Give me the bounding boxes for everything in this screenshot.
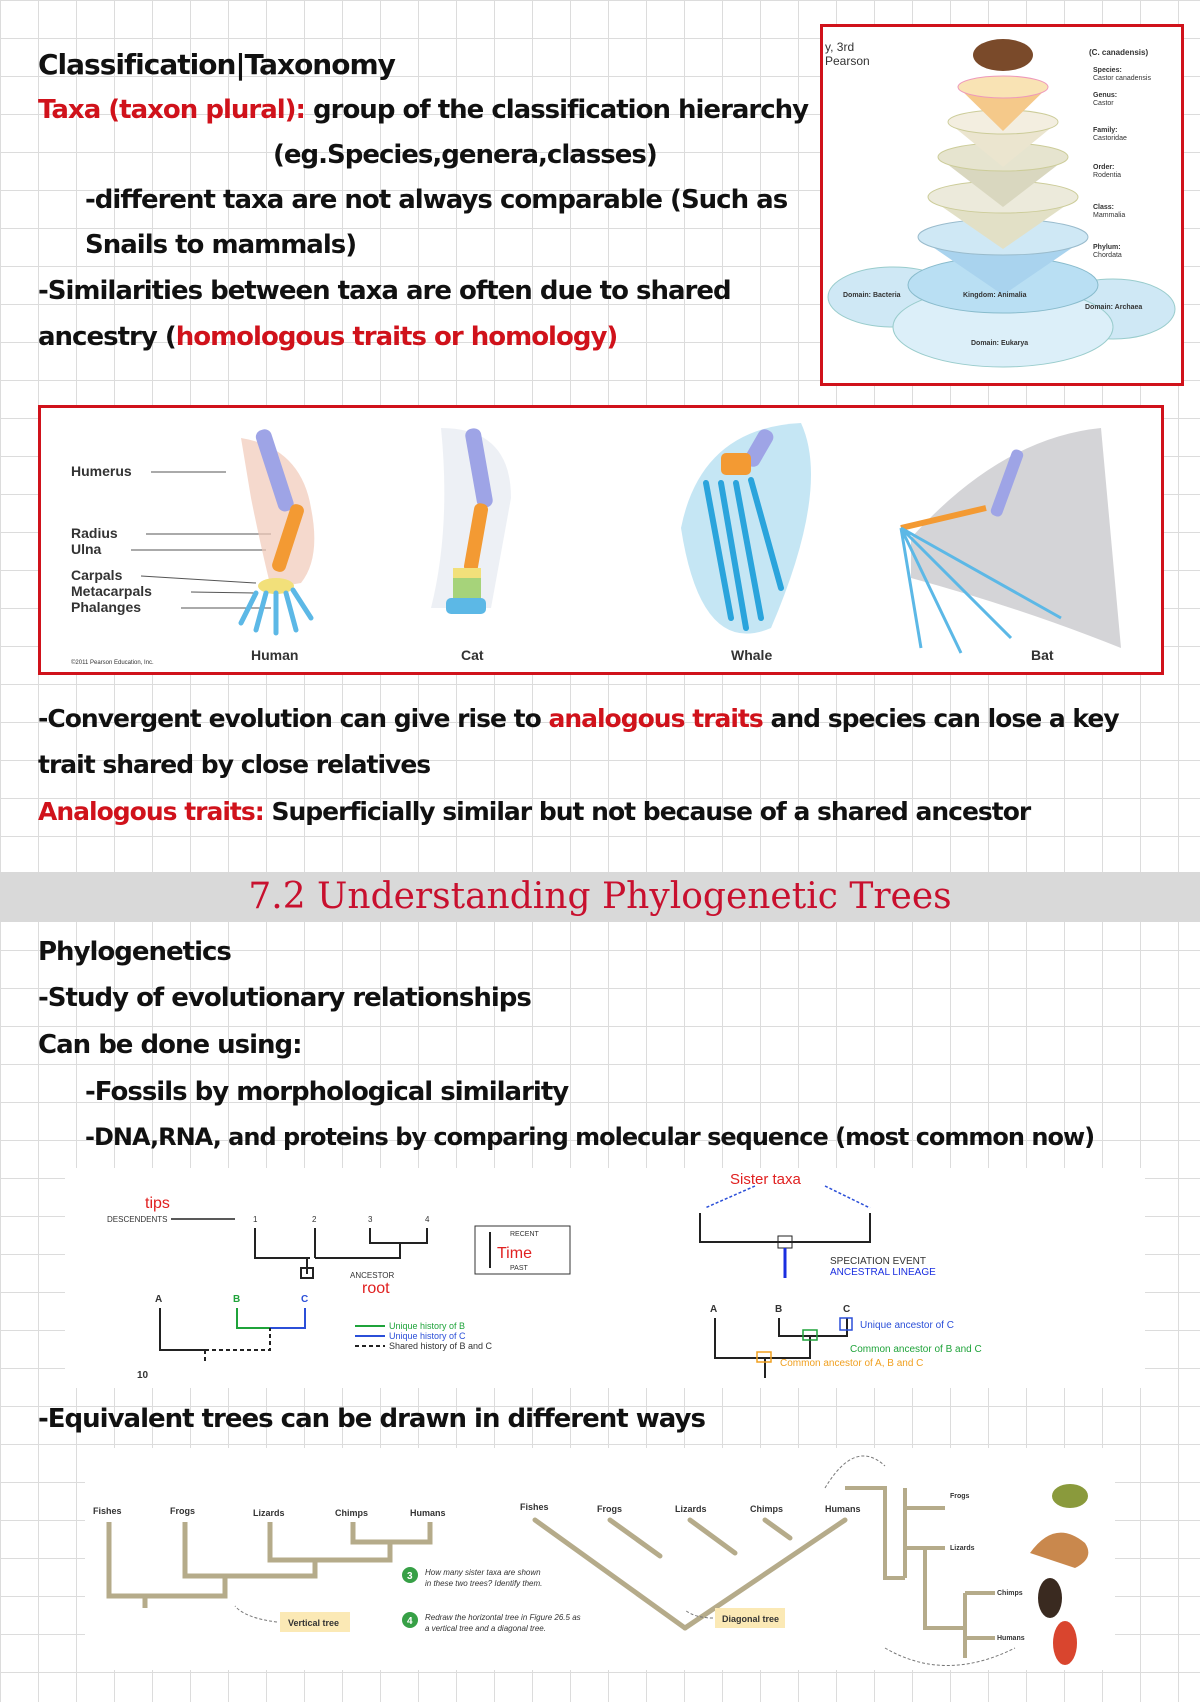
convergent-line-2: trait shared by close relatives bbox=[38, 750, 431, 779]
rank-label: Order: bbox=[1093, 164, 1115, 171]
equivalent-trees-note: -Equivalent trees can be drawn in different ways bbox=[38, 1404, 705, 1434]
tips-label: tips bbox=[145, 1195, 170, 1212]
rank-name: Mammalia bbox=[1093, 212, 1126, 219]
similarity-prefix: ancestry ( bbox=[38, 322, 176, 352]
rank-name: Castoridae bbox=[1093, 135, 1127, 142]
convergent-line-1 bbox=[38, 704, 1119, 734]
domain-archaea-label: Domain: Archaea bbox=[1085, 304, 1143, 311]
taxon-label: Fishes bbox=[93, 1506, 122, 1516]
domain-bacteria-label: Domain: Bacteria bbox=[843, 292, 901, 299]
taxa-line bbox=[38, 95, 808, 126]
taxon-label: Chimps bbox=[997, 1590, 1023, 1597]
horizontal-tree-lines bbox=[845, 1488, 995, 1658]
lineage-a bbox=[160, 1308, 205, 1350]
analogous-term: Analogous traits: bbox=[38, 797, 264, 826]
vertical-tree-taxa bbox=[93, 1506, 446, 1518]
bone-label: Ulna bbox=[71, 541, 102, 557]
question-3-line-2: in these two trees? Identify them. bbox=[425, 1579, 543, 1588]
diagonal-tree-taxa bbox=[520, 1502, 861, 1514]
diagonal-tree-lines bbox=[535, 1520, 845, 1628]
bone-label: Carpals bbox=[71, 567, 123, 583]
abc-labels-right bbox=[710, 1304, 850, 1315]
abc-label: C bbox=[301, 1294, 309, 1305]
taxon-label: Humans bbox=[825, 1504, 861, 1514]
taxa-note-2: Snails to mammals) bbox=[85, 230, 357, 260]
vertical-tree-label: Vertical tree bbox=[288, 1618, 340, 1628]
bone-label: Humerus bbox=[71, 463, 132, 479]
vertical-tree-lines bbox=[109, 1522, 430, 1608]
taxa-note-1: -different taxa are not always comparable (Such as bbox=[85, 185, 788, 215]
common-ancestor-abc-label: Common ancestor of A, B and C bbox=[780, 1358, 924, 1369]
phylo-line-2: Can be done using: bbox=[38, 1030, 302, 1060]
frog-image bbox=[1052, 1484, 1088, 1508]
sister-taxa-label: Sister taxa bbox=[730, 1171, 801, 1188]
diagonal-tree-label: Diagonal tree bbox=[722, 1614, 780, 1624]
analogous-traits-inline: analogous traits bbox=[548, 704, 763, 733]
horizontal-tree-top-curve bbox=[825, 1456, 885, 1488]
question-4-line-2: a vertical tree and a diagonal tree. bbox=[425, 1624, 546, 1633]
rank-name: Chordata bbox=[1093, 252, 1122, 259]
taxon-label: Frogs bbox=[170, 1506, 196, 1516]
bone-label: Metacarpals bbox=[71, 583, 152, 599]
human-image bbox=[1053, 1621, 1077, 1665]
taxonomy-corner-text-1: y, 3rd bbox=[825, 40, 855, 54]
question-3-number: 3 bbox=[407, 1571, 413, 1582]
abc-labels-left bbox=[155, 1294, 308, 1305]
convergent-text-c: and species can lose a key bbox=[762, 704, 1119, 733]
bat-wing bbox=[901, 428, 1121, 653]
legend-c: Unique history of C bbox=[389, 1331, 466, 1341]
taxonomy-figure bbox=[820, 24, 1184, 386]
question-4-line-1: Redraw the horizontal tree in Figure 26.5 as bbox=[425, 1613, 581, 1622]
kingdom-label: Kingdom: Animalia bbox=[963, 292, 1027, 299]
rank-labels bbox=[1093, 67, 1151, 259]
tree-anatomy-figure bbox=[65, 1168, 1145, 1388]
genus-disc bbox=[958, 76, 1048, 98]
animal-name-cat: Cat bbox=[461, 647, 484, 663]
tip-numbers bbox=[253, 1215, 430, 1224]
domain-eukarya-label: Domain: Eukarya bbox=[971, 340, 1029, 347]
heading-classification: Classification|Taxonomy bbox=[38, 48, 395, 81]
horizontal-tree-taxa bbox=[950, 1493, 1025, 1642]
equivalent-trees-figure bbox=[85, 1448, 1115, 1670]
cat-leg bbox=[431, 427, 511, 614]
label-leader-lines bbox=[131, 472, 271, 608]
section-title: 7.2 Understanding Phylogenetic Trees bbox=[248, 876, 952, 917]
analogous-definition: Superficially similar but not because of a shared ancestor bbox=[263, 797, 1031, 826]
lizard-image bbox=[1030, 1533, 1088, 1568]
root-label: root bbox=[362, 1280, 390, 1297]
bone-label: Phalanges bbox=[71, 599, 142, 615]
rank-label: Class: bbox=[1093, 204, 1115, 211]
time-label: Time bbox=[497, 1245, 532, 1262]
bone-labels bbox=[71, 463, 152, 615]
legend-b: Unique history of B bbox=[389, 1321, 466, 1331]
rank-label: Phylum: bbox=[1093, 244, 1121, 251]
bone-label: Radius bbox=[71, 525, 118, 541]
taxa-term: Taxa (taxon plural): bbox=[38, 95, 305, 125]
abc-label: A bbox=[155, 1294, 163, 1305]
abc-label: A bbox=[710, 1304, 718, 1315]
animal-names bbox=[251, 647, 1054, 663]
tree-anatomy-svg bbox=[65, 1168, 1145, 1388]
speciation-event-label: SPECIATION EVENT bbox=[830, 1256, 926, 1267]
taxon-label: Humans bbox=[410, 1508, 446, 1518]
page-number: 10 bbox=[137, 1370, 149, 1381]
human-arm bbox=[241, 427, 314, 633]
taxon-label: Frogs bbox=[950, 1493, 970, 1500]
lineage-c bbox=[270, 1308, 305, 1328]
similarity-line-2 bbox=[38, 322, 617, 353]
sister-taxa-tree bbox=[700, 1213, 870, 1242]
taxon-label: Frogs bbox=[597, 1504, 623, 1514]
ancestors-tree-lines bbox=[715, 1318, 847, 1378]
whale-flipper bbox=[681, 423, 811, 634]
lineage-b bbox=[237, 1308, 270, 1328]
taxonomy-corner-text-2: Pearson bbox=[825, 54, 870, 68]
tip-number: 4 bbox=[425, 1215, 430, 1224]
tip-number: 3 bbox=[368, 1215, 373, 1224]
taxon-label: Lizards bbox=[253, 1508, 285, 1518]
tip-number: 1 bbox=[253, 1215, 258, 1224]
taxa-definition: group of the classification hierarchy bbox=[313, 95, 809, 125]
rank-label: Family: bbox=[1093, 127, 1118, 134]
phylogenetics-heading: Phylogenetics bbox=[38, 937, 231, 967]
animal-name-human: Human bbox=[251, 647, 299, 663]
taxa-examples: (eg.Species,genera,classes) bbox=[273, 140, 657, 170]
taxonomy-pyramid-svg bbox=[823, 27, 1181, 383]
limb-svg bbox=[41, 408, 1161, 672]
rank-name: Castor bbox=[1093, 100, 1114, 107]
abc-label: C bbox=[843, 1304, 851, 1315]
taxon-label: Lizards bbox=[675, 1504, 707, 1514]
descendents-label: DESCENDENTS bbox=[107, 1215, 168, 1224]
homology-limb-figure bbox=[38, 405, 1164, 675]
question-4-number: 4 bbox=[407, 1616, 413, 1627]
homologous-term: homologous traits or homology) bbox=[175, 322, 618, 352]
taxon-label: Lizards bbox=[950, 1545, 975, 1552]
rank-label: Species: bbox=[1093, 67, 1122, 74]
taxon-label: Chimps bbox=[750, 1504, 784, 1514]
rank-name: Castor canadensis bbox=[1093, 75, 1151, 82]
abc-label: B bbox=[233, 1294, 241, 1305]
similarity-line-1: -Similarities between taxa are often due to shared bbox=[38, 276, 731, 306]
convergent-text-a: -Convergent evolution can give rise to bbox=[38, 704, 549, 733]
beaver-image bbox=[973, 39, 1033, 71]
shared-history bbox=[205, 1328, 270, 1363]
tips-tree-lines bbox=[255, 1228, 427, 1278]
taxon-label: Chimps bbox=[335, 1508, 369, 1518]
analogous-definition-line bbox=[38, 797, 1030, 827]
sister-taxa-arrows bbox=[705, 1186, 870, 1208]
abc-label: B bbox=[775, 1304, 783, 1315]
taxon-label: Fishes bbox=[520, 1502, 549, 1512]
unique-ancestor-c-label: Unique ancestor of C bbox=[860, 1320, 954, 1331]
ancestor-label: ANCESTOR bbox=[350, 1271, 395, 1280]
rank-label: Genus: bbox=[1093, 92, 1118, 99]
animal-name-whale: Whale bbox=[731, 647, 773, 663]
animal-name-bat: Bat bbox=[1031, 647, 1054, 663]
common-ancestor-bc-label: Common ancestor of B and C bbox=[850, 1344, 982, 1355]
time-past-label: PAST bbox=[510, 1265, 528, 1272]
phylo-line-1: -Study of evolutionary relationships bbox=[38, 983, 531, 1013]
ancestral-lineage-label: ANCESTRAL LINEAGE bbox=[830, 1267, 936, 1278]
tip-number: 2 bbox=[312, 1215, 317, 1224]
time-recent-label: RECENT bbox=[510, 1231, 539, 1238]
phylo-line-4: -DNA,RNA, and proteins by comparing molecular sequence (most common now) bbox=[85, 1123, 1095, 1151]
species-name-label: (C. canadensis) bbox=[1089, 48, 1149, 57]
limb-copyright: ©2011 Pearson Education, Inc. bbox=[71, 660, 154, 666]
equivalent-trees-svg bbox=[85, 1448, 1115, 1670]
chimp-image bbox=[1038, 1578, 1062, 1618]
vertical-tag-pointer bbox=[235, 1606, 277, 1622]
rank-name: Rodentia bbox=[1093, 172, 1122, 179]
horizontal-tree-bottom-curve bbox=[885, 1648, 1015, 1666]
taxon-label: Humans bbox=[997, 1635, 1025, 1642]
question-3-line-1: How many sister taxa are shown bbox=[425, 1568, 541, 1577]
legend-shared: Shared history of B and C bbox=[389, 1341, 493, 1351]
phylo-line-3: -Fossils by morphological similarity bbox=[85, 1077, 569, 1107]
